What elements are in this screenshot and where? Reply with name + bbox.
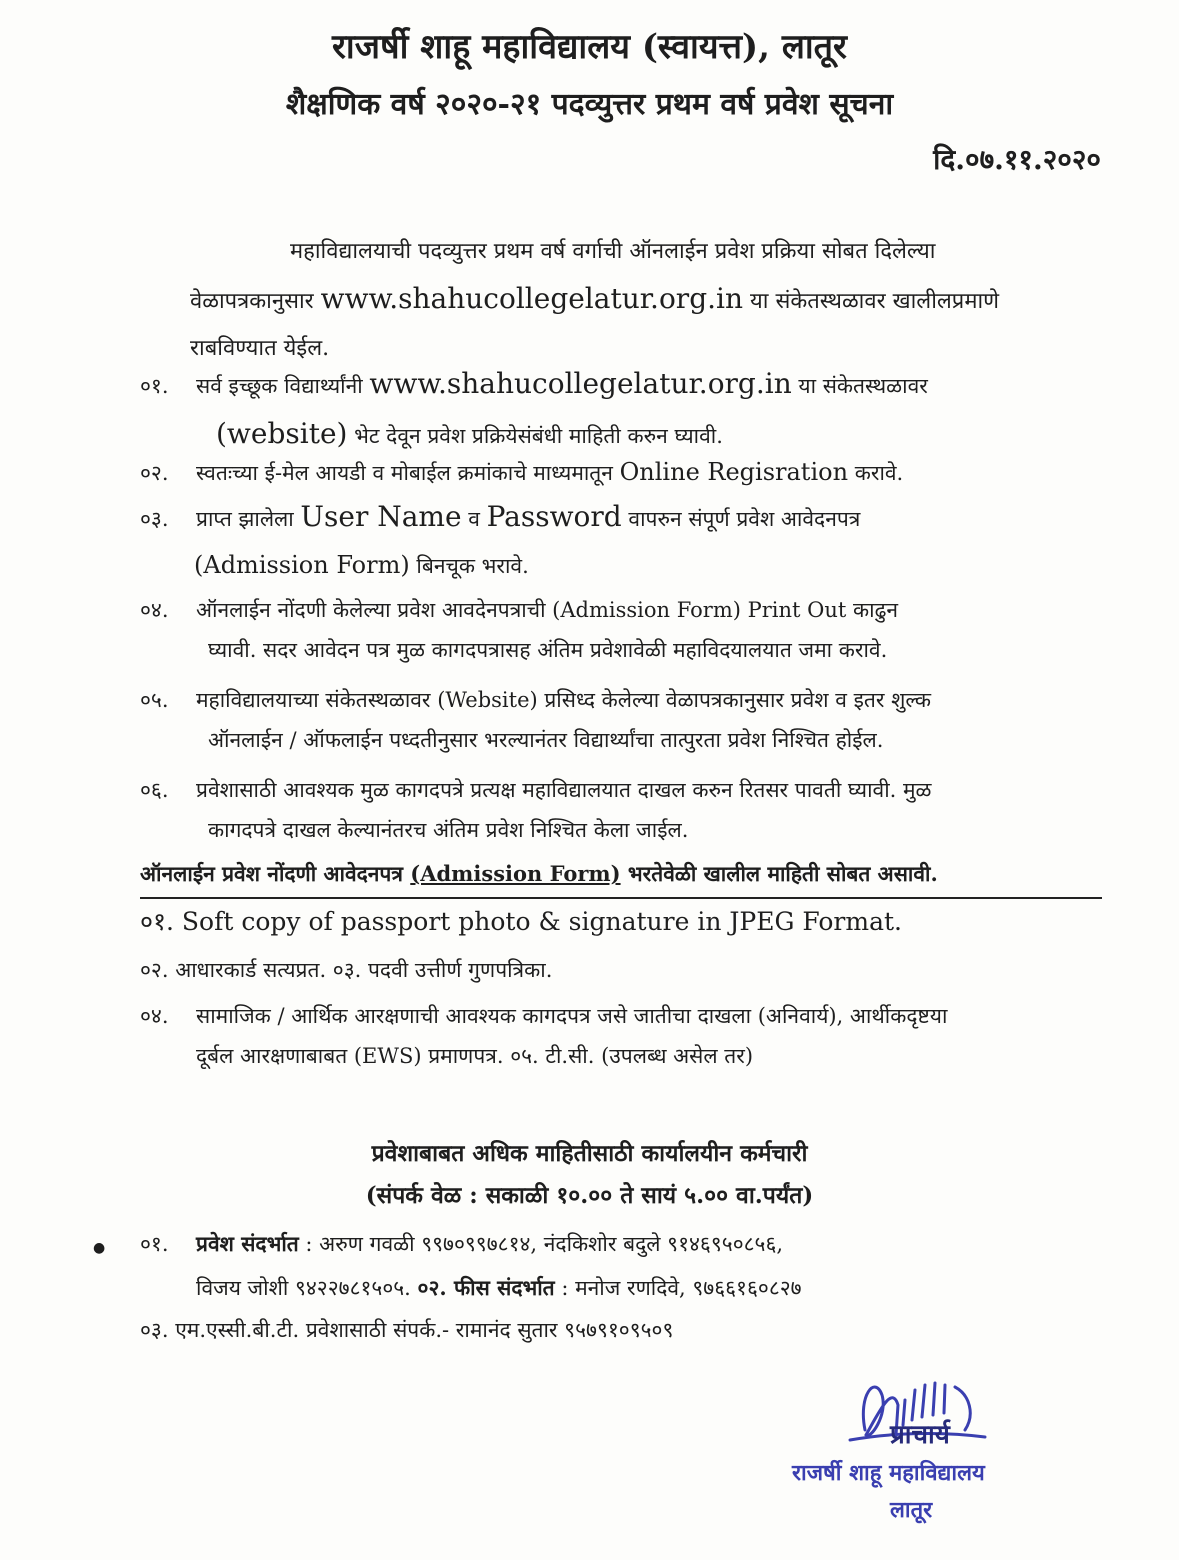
intro-line3: राबविण्यात येईल. [190,336,330,361]
contact-03: ०३. एम.एस्सी.बी.टी. प्रवेशासाठी संपर्क.- रामानंद सुतार ९५७९१०९५०९ [140,1318,674,1342]
doc-item-02-03: ०२. आधारकार्ड सत्यप्रत. ०३. पदवी उत्तीर्ण गुणपत्रिका. [140,958,553,982]
step-number: ०३. [140,507,169,531]
step-continuation: कागदपत्रे दाखल केल्यानंतरच अंतिम प्रवेश निश्चित केला जाईल. [208,818,689,842]
stamp-role: प्राचार्य [890,1420,950,1450]
heading-text: भरतेवेळी खालील माहिती सोबत असावी. [620,861,938,886]
step-text: या संकेतस्थळावर [791,374,928,398]
step-continuation: ऑनलाईन / ऑफलाईन पध्दतीनुसार भरल्यानंतर विद्यार्थ्यांचा तात्पुरता प्रवेश निश्चित होईल. [208,728,884,752]
contact-label: प्रवेश संदर्भात [196,1231,299,1256]
step-number: ०१. [140,1232,169,1256]
step-02 [140,452,1110,493]
notice-date: दि.०७.११.२०२० [933,143,1101,176]
step-number: ०५. [140,688,169,712]
step-text: करावे. [848,461,904,485]
step-text: स्वतःच्या ई-मेल आयडी व मोबाईल क्रमांकाचे माध्यमातून [196,461,620,485]
heading-text: ऑनलाईन प्रवेश नोंदणी आवेदनपत्र [140,861,411,886]
step-text: महाविद्यालयाच्या संकेतस्थळावर (Website) प्रसिध्द केलेल्या वेळापत्रकानुसार प्रवेश व इतर शुल्क [196,688,931,712]
intro-line1: महाविद्यालयाची पदव्युत्तर प्रथम वर्ष वर्गाची ऑनलाईन प्रवेश प्रक्रिया सोबत दिलेल्या [290,239,936,264]
step-04 [140,590,1110,670]
step-number: ०१. [140,374,169,398]
step-text: भेट देवून प्रवेश प्रक्रियेसंबंधी माहिती करुन घ्यावी. [347,424,723,448]
step-text: प्रवेशासाठी आवश्यक मुळ कागदपत्रे प्रत्यक्ष महाविद्यालयात दाखल करुन रितसर पावती घ्यावी. मुळ [196,778,932,802]
step-text: व [461,507,487,531]
contacts-heading: प्रवेशाबाबत अधिक माहितीसाठी कार्यालयीन कर्मचारी [371,1140,808,1167]
step-english-text: User Name [300,500,462,533]
contact-text: : मनोज रणदिवे, ९७६६१६०८२७ [554,1276,802,1300]
doc-item-01: ०१. Soft copy of passport photo & signature in JPEG Format. [140,907,902,936]
step-06 [140,770,1110,850]
doc-continuation: दूर्बल आरक्षणाबाबत (EWS) प्रमाणपत्र. ०५. टी.सी. (उपलब्ध असेल तर) [196,1044,754,1068]
step-text: सर्व इच्छूक विद्यार्थ्यांनी [196,374,370,398]
step-number: ०४. [140,598,169,622]
contact-01-02 [140,1222,1110,1310]
stamp-city: लातूर [890,1498,933,1523]
step-01 [140,360,1110,460]
step-english-text: Online Regisration [619,458,849,486]
step-03 [140,494,1110,589]
intro-line2-pre: वेळापत्रकानुसार [190,289,321,314]
website-label: (website) [216,417,348,450]
step-continuation: घ्यावी. सदर आवेदन पत्र मुळ कागदपत्रासह अंतिम प्रवेशावेळी महाविदयालयात जमा करावे. [208,638,888,662]
heading-english-text: (Admission Form) [410,861,621,886]
step-text: वापरुन संपूर्ण प्रवेश आवेदनपत्र [621,507,861,531]
doc-text: सामाजिक / आर्थिक आरक्षणाची आवश्यक कागदपत्र जसे जातीचा दाखला (अनिवार्य), आर्थीकदृष्टया [196,1004,948,1028]
stamp-college: राजर्षी शाहू महाविद्यालय [792,1461,985,1486]
doc-item-04-05 [140,996,1110,1076]
website-url: www.shahucollegelatur.org.in [369,367,792,400]
step-english-text: (Admission Form) [194,551,410,579]
step-continuation [140,542,1110,589]
step-text: ऑनलाईन नोंदणी केलेल्या प्रवेश आवदेनपत्राची (Admission Form) Print Out काढुन [196,598,899,622]
bullet-dot: ● [93,1240,106,1256]
documents-heading [140,860,938,888]
step-english-text: Password [486,500,622,533]
step-05 [140,680,1110,760]
heading-underline [140,897,1102,899]
step-number: ०४. [140,1004,169,1028]
contact-hours: (संपर्क वेळ : सकाळी १०.०० ते सायं ५.०० वा.पर्यंत) [365,1182,814,1209]
step-number: ०२. [140,461,169,485]
principal-stamp [770,1355,1070,1525]
website-url: www.shahucollegelatur.org.in [320,282,744,315]
intro-paragraph [190,228,1110,372]
step-text: प्राप्त झालेला [196,507,301,531]
contact-text: : अरुण गवळी ९९७०९९७८१४, नंदकिशोर बदुले ९१४६९५०८५६, [298,1232,784,1256]
intro-line2-post: या संकेतस्थळावर खालीलप्रमाणे [743,289,1000,314]
contact-text: विजय जोशी ९४२२७८१५०५. [196,1276,418,1300]
contact-label: ०२. फीस संदर्भात [417,1275,555,1300]
signature-icon [770,1355,1070,1525]
step-number: ०६. [140,778,169,802]
contact-continuation [140,1266,1110,1310]
step-text: बिनचूक भरावे. [409,554,529,578]
college-title: राजर्षी शाहू महाविद्यालय (स्वायत्त), लातूर [332,27,847,67]
notice-title: शैक्षणिक वर्ष २०२०-२१ पदव्युत्तर प्रथम वर्ष प्रवेश सूचना [285,87,894,122]
